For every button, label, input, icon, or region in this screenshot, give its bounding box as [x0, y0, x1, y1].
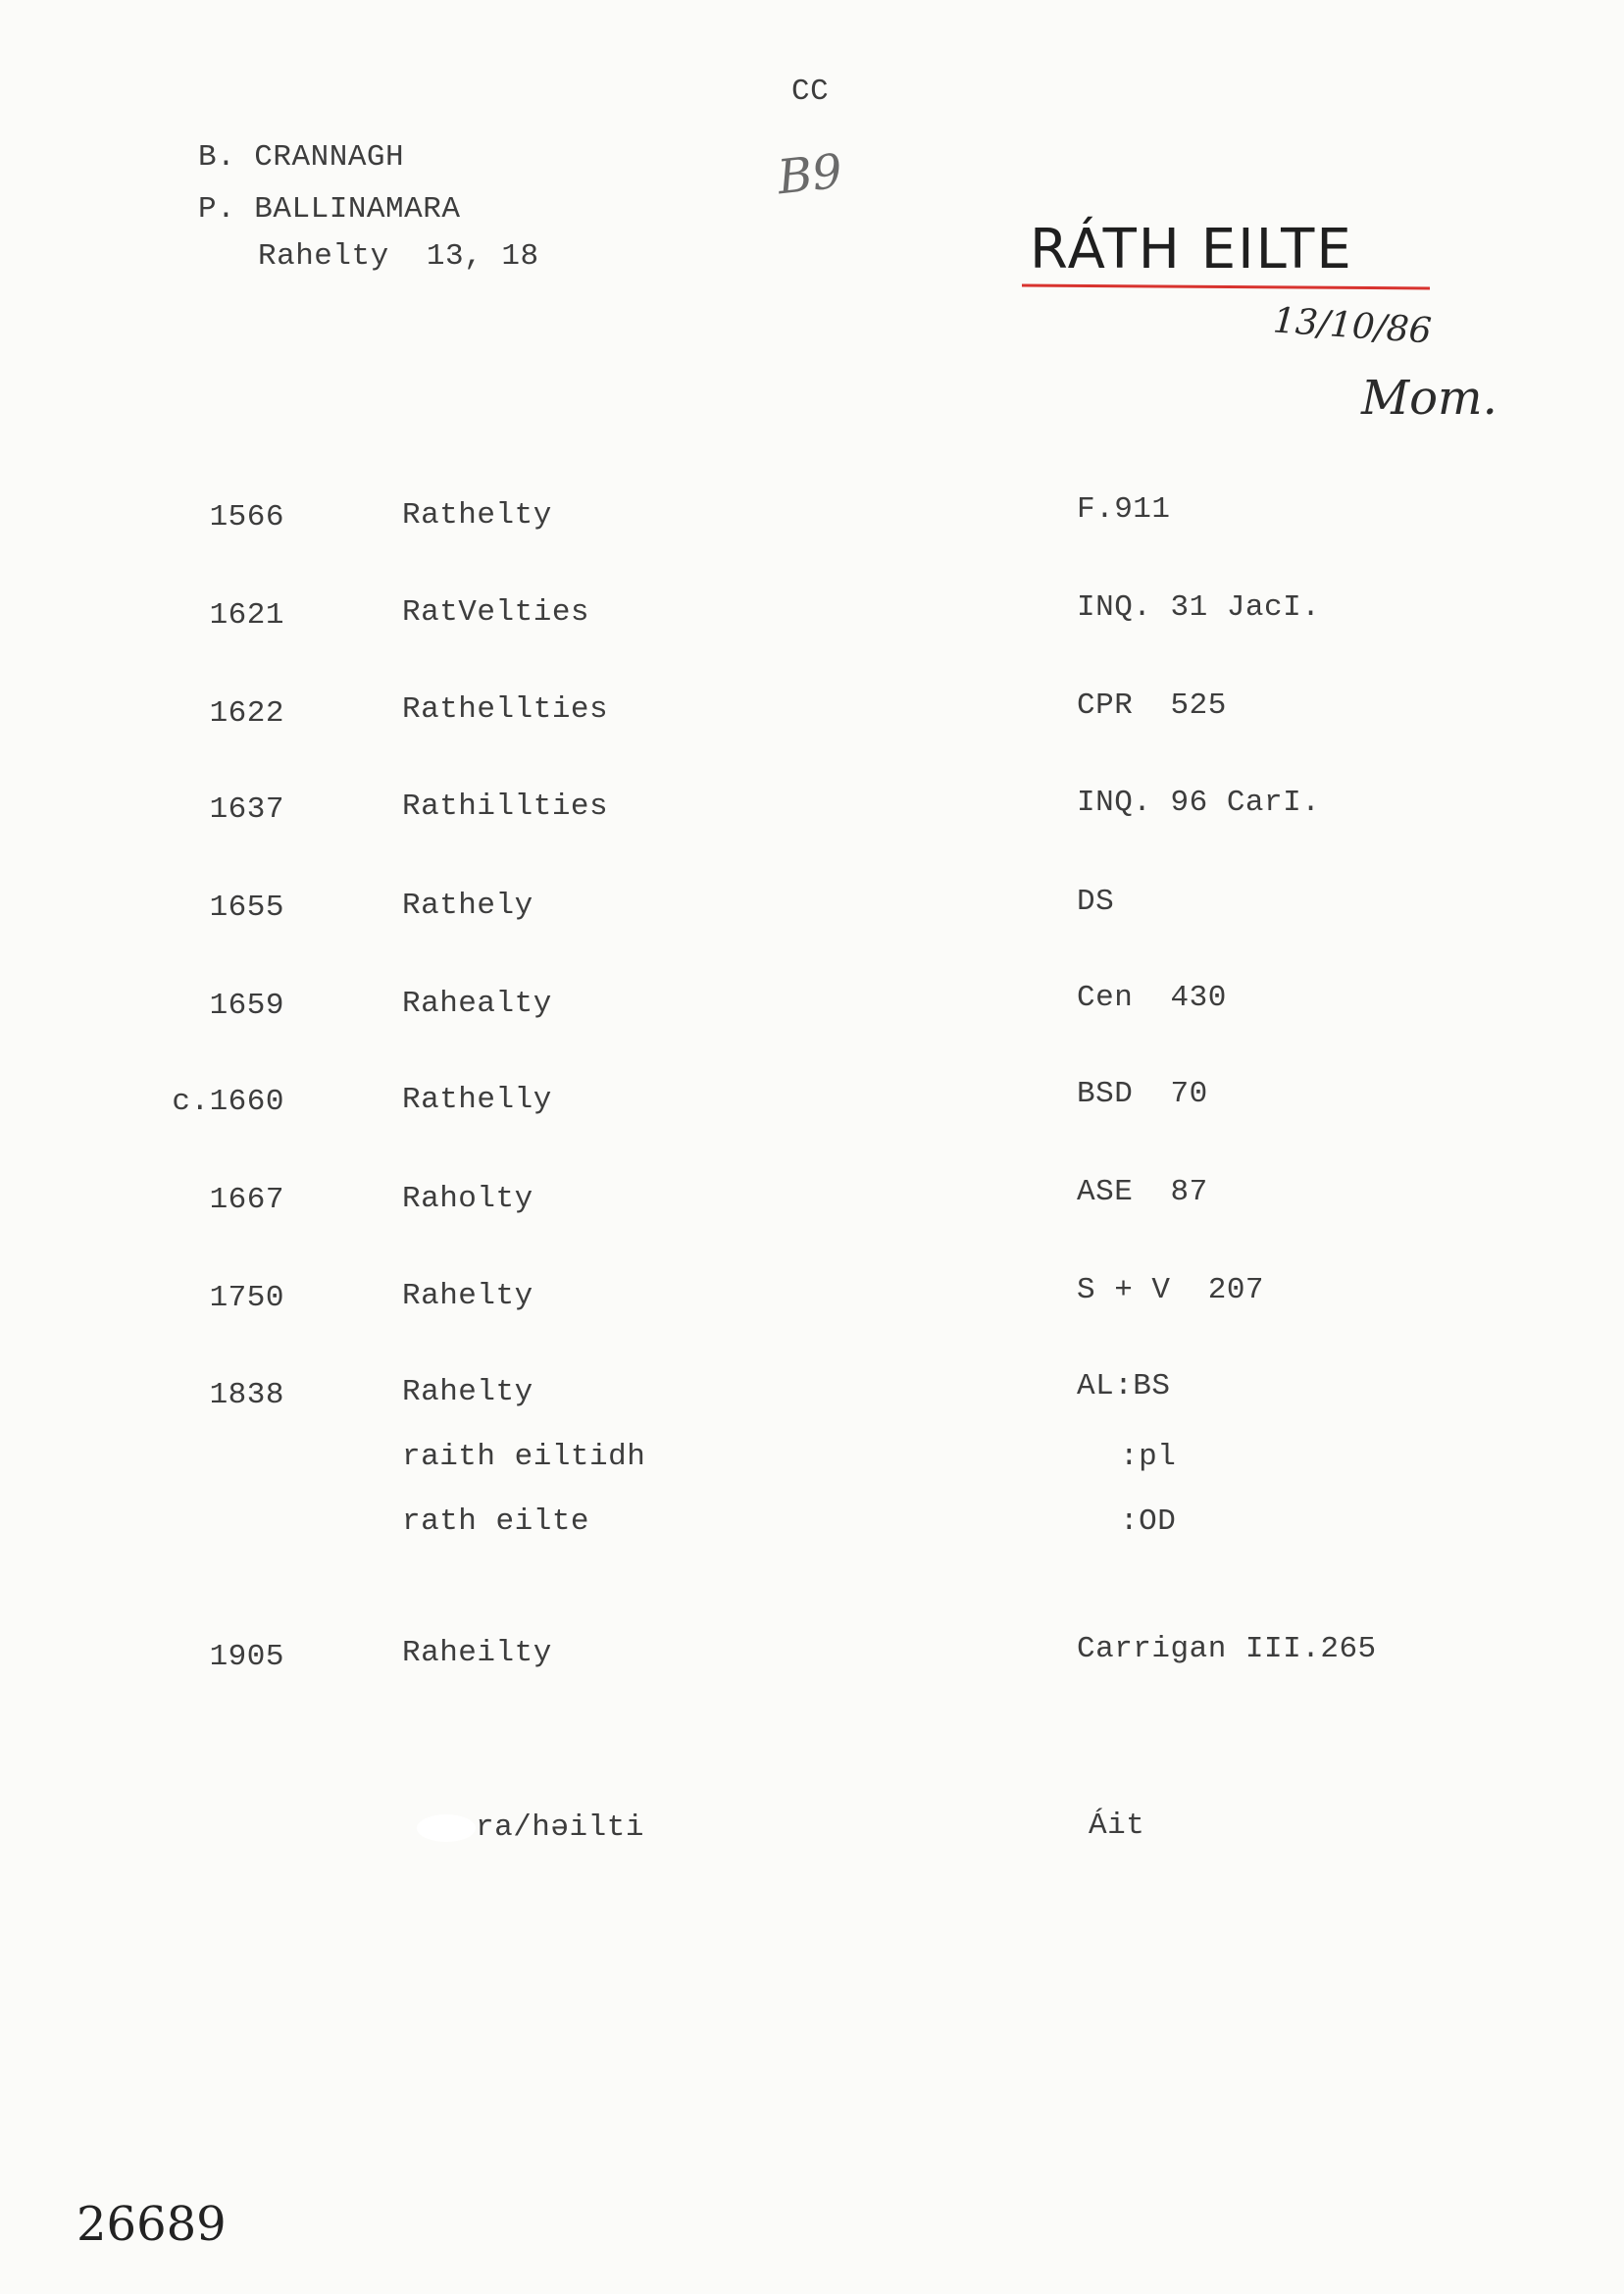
entry-reference: :pl — [1120, 1440, 1177, 1474]
barony-line: B. CRANNAGH — [198, 140, 405, 175]
entry-reference: AL:BS — [1077, 1369, 1171, 1403]
entry-form: Rathely — [402, 889, 533, 923]
entry-reference: DS — [1077, 885, 1115, 919]
entry-reference: INQ. 96 CarI. — [1077, 786, 1321, 820]
entry-year: 1622 — [209, 696, 284, 731]
collection-code: CC — [791, 75, 830, 109]
entry-form: Rahelty — [402, 1279, 533, 1313]
entry-form: Raheilty — [402, 1636, 552, 1670]
entry-year: 1637 — [209, 792, 284, 827]
irish-name-heading: RÁTH EILTE — [1030, 218, 1353, 281]
entry-year: 1655 — [209, 891, 284, 925]
entry-reference: Cen 430 — [1077, 981, 1227, 1015]
entry-reference: BSD 70 — [1077, 1077, 1208, 1111]
entry-year: 1838 — [209, 1378, 284, 1412]
entry-form: RatVelties — [402, 595, 590, 630]
catalogue-number: 26689 — [76, 2197, 227, 2252]
entry-year: 1667 — [209, 1183, 284, 1217]
pronunciation: ra/həilti — [476, 1810, 644, 1845]
entry-form: Rathellties — [402, 692, 609, 727]
townland-reference: Rahelty 13, 18 — [258, 239, 539, 274]
entry-year: 1905 — [209, 1640, 284, 1674]
entry-reference: Carrigan III.265 — [1077, 1632, 1377, 1666]
heading-underline — [1022, 284, 1430, 290]
entry-reference: ASE 87 — [1077, 1175, 1208, 1209]
entry-year: c.1660 — [172, 1085, 284, 1119]
classification: Áit — [1089, 1809, 1145, 1843]
entry-form: Rahelty — [402, 1375, 533, 1409]
entry-reference: S + V 207 — [1077, 1273, 1265, 1307]
entry-year: 1621 — [209, 598, 284, 633]
entry-year: 1659 — [209, 989, 284, 1023]
correction-smudge — [417, 1814, 476, 1842]
entry-reference: :OD — [1120, 1504, 1177, 1539]
entry-form: raith eiltidh — [402, 1440, 646, 1474]
pencil-mark: B9 — [775, 143, 845, 206]
entry-reference: F.911 — [1077, 492, 1171, 527]
heading-initials: Mom. — [1361, 371, 1497, 426]
entry-form: Raholty — [402, 1182, 533, 1216]
entry-form: rath eilte — [402, 1504, 590, 1539]
entry-form: Rathelty — [402, 498, 552, 533]
entry-reference: CPR 525 — [1077, 688, 1227, 723]
entry-form: Rahealty — [402, 987, 552, 1021]
heading-date: 13/10/86 — [1271, 300, 1433, 352]
entry-year: 1750 — [209, 1281, 284, 1315]
entry-year: 1566 — [209, 500, 284, 535]
parish-line: P. BALLINAMARA — [198, 192, 461, 227]
entry-form: Rathelly — [402, 1083, 552, 1117]
entry-reference: INQ. 31 JacI. — [1077, 590, 1321, 625]
entry-form: Rathillties — [402, 790, 609, 824]
